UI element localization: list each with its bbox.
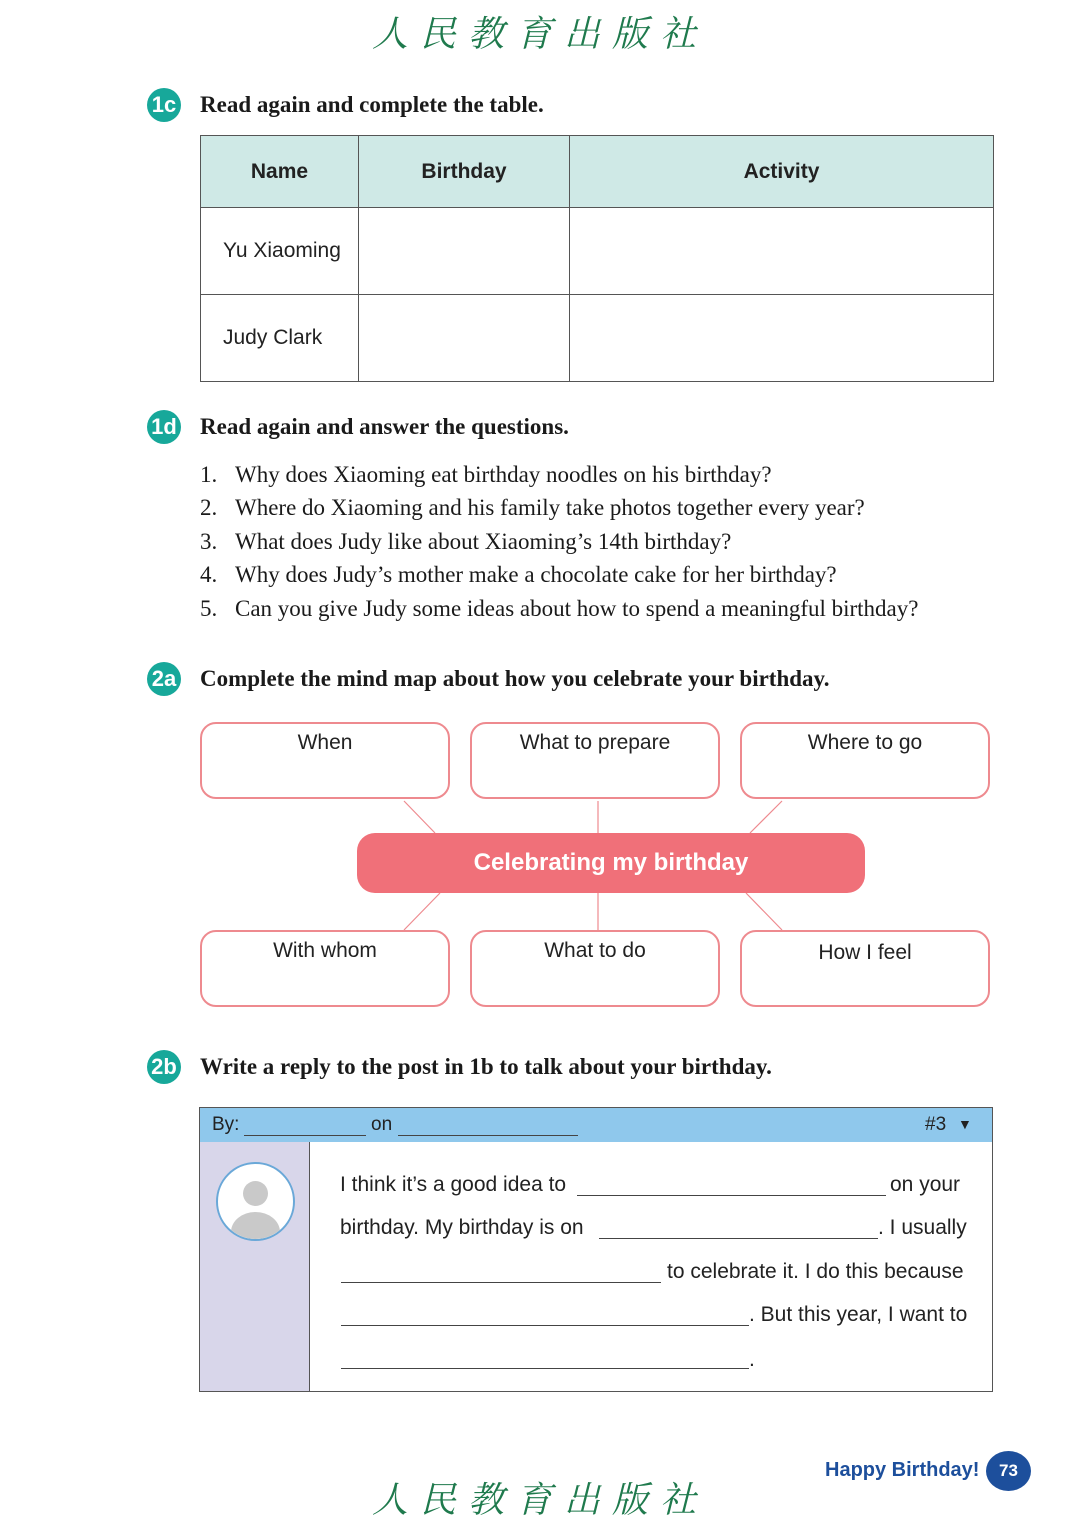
- mind-map-box-label: When: [297, 731, 353, 754]
- question-number: 3.: [200, 528, 218, 554]
- reply-line1-end: on your: [890, 1173, 961, 1196]
- question-text: Can you give Judy some ideas about how to spend a meaningful birthday?: [235, 595, 919, 621]
- mind-map-box-what-to-prepare[interactable]: [470, 722, 720, 799]
- post-number: #3: [925, 1114, 947, 1135]
- mind-map-box-label: How I feel: [818, 941, 912, 964]
- reply-line1-start: I think it’s a good idea to: [340, 1173, 567, 1196]
- reply-line2-end: . I usually: [878, 1216, 967, 1239]
- reply-blank-3[interactable]: [341, 1282, 661, 1283]
- mind-map-box-with-whom[interactable]: [200, 930, 450, 1007]
- question-text: What does Judy like about Xiaoming’s 14th birthday?: [235, 528, 732, 554]
- author-blank[interactable]: [244, 1135, 366, 1136]
- mind-map-box-where-to-go[interactable]: [740, 722, 990, 799]
- reply-line3-end: to celebrate it. I do this because: [667, 1260, 964, 1283]
- table-header-birthday: Birthday: [359, 136, 570, 208]
- question-number: 5.: [200, 595, 218, 621]
- post-sidebar: [200, 1142, 310, 1391]
- table-header-name: Name: [201, 136, 359, 208]
- connector-line: [404, 801, 435, 833]
- section-1c-title: Read again and complete the table.: [200, 92, 544, 117]
- mind-map-box-how-i-feel[interactable]: [740, 930, 990, 1007]
- reply-blank-4[interactable]: [341, 1325, 749, 1326]
- reply-line2-start: birthday. My birthday is on: [340, 1216, 584, 1239]
- section-1d-title: Read again and answer the questions.: [200, 414, 569, 439]
- reply-blank-2[interactable]: [599, 1238, 878, 1239]
- mind-map-center: Celebrating my birthday: [357, 833, 865, 893]
- section-2a-title: Complete the mind map about how you celebrate your birthday.: [200, 666, 830, 691]
- mind-map-box-label: With whom: [273, 939, 377, 962]
- connector-line: [404, 893, 440, 930]
- section-2b-badge: 2b: [147, 1050, 181, 1084]
- avatar: [216, 1162, 295, 1241]
- mind-map-box-what-to-do[interactable]: [470, 930, 720, 1007]
- avatar-body-icon: [231, 1212, 280, 1241]
- post-header-bar: [200, 1108, 992, 1142]
- table-cell-name: Judy Clark: [201, 295, 359, 382]
- mind-map-box-label: What to do: [544, 939, 646, 962]
- footer-unit-title: Happy Birthday!: [825, 1459, 980, 1481]
- section-1c-badge: 1c: [147, 88, 181, 122]
- reply-blank-5[interactable]: [341, 1368, 749, 1369]
- post-on-label: on: [371, 1114, 393, 1135]
- reply-blank-1[interactable]: [577, 1195, 886, 1196]
- section-2b-heading: [147, 1050, 772, 1084]
- dropdown-arrow-icon[interactable]: ▼: [958, 1116, 972, 1132]
- table-cell-name: Yu Xiaoming: [201, 208, 359, 295]
- reply-line5-end: .: [749, 1348, 755, 1371]
- avatar-head-icon: [243, 1181, 268, 1206]
- question-text: Where do Xiaoming and his family take photos together every year?: [235, 495, 865, 521]
- reply-line4-end: . But this year, I want to: [749, 1303, 968, 1326]
- page-number-badge: 73: [986, 1451, 1031, 1491]
- question-number: 4.: [200, 562, 218, 588]
- connector-line: [750, 801, 782, 833]
- reply-post: [199, 1107, 993, 1392]
- question-text: Why does Xiaoming eat birthday noodles on his birthday?: [235, 462, 772, 487]
- table-header-activity: Activity: [570, 136, 994, 208]
- mind-map-box-when[interactable]: [200, 722, 450, 799]
- date-blank[interactable]: [398, 1135, 578, 1136]
- section-2b-title: Write a reply to the post in 1b to talk about your birthday.: [200, 1054, 772, 1079]
- publisher-logo-top: 人民教育出版社: [371, 14, 708, 55]
- question-number: 2.: [200, 495, 218, 521]
- question-text: Why does Judy’s mother make a chocolate cake for her birthday?: [235, 562, 837, 588]
- post-by-label: By:: [212, 1114, 240, 1135]
- mind-map-box-label: What to prepare: [519, 731, 671, 754]
- publisher-logo-bottom: 人民教育出版社: [371, 1480, 708, 1521]
- question-number: 1.: [200, 462, 218, 487]
- mind-map-box-label: Where to go: [807, 731, 923, 754]
- section-2a-badge: 2a: [147, 662, 181, 696]
- section-1d-badge: 1d: [147, 410, 181, 444]
- connector-line: [746, 893, 782, 930]
